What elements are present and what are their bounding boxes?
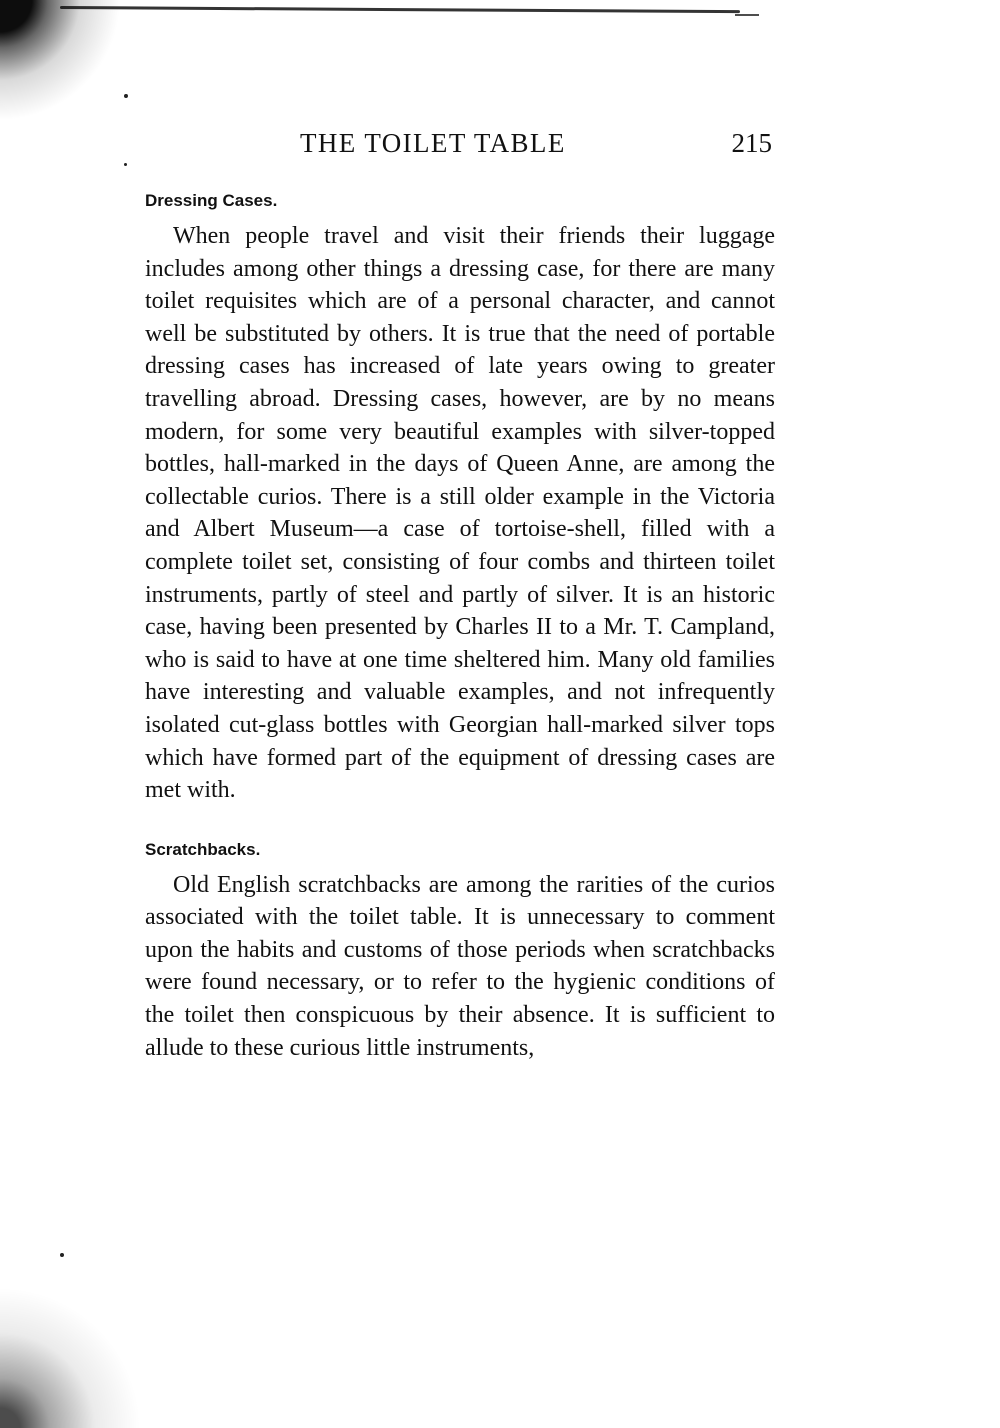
section-paragraph: Old English scratchbacks are among the rarities of the curios associated with the toilet table. It is unnecessary to comment upon the habits and customs of those periods when scratchbacks were found necessary, or to refer to the hygienic conditions of the toilet then conspicuous by their absence. It is sufficient to allude to these curious little instruments, (145, 871, 775, 1061)
section-dressing-cases (145, 188, 775, 807)
scan-speck (60, 1253, 64, 1257)
section-heading: Scratchbacks. (145, 839, 261, 859)
scan-shadow-top-left (0, 0, 150, 160)
page-content (145, 188, 775, 1064)
scan-edge-line (60, 6, 740, 13)
scan-edge-dash (735, 14, 759, 16)
section-scratchbacks (145, 837, 775, 1065)
section-heading: Dressing Cases. (145, 191, 278, 210)
scan-speck (124, 94, 128, 98)
page-header (145, 123, 775, 163)
page-number: 215 (731, 128, 772, 158)
scan-speck (124, 163, 127, 166)
scan-shadow-bottom-left (0, 1258, 140, 1428)
running-title: THE TOILET TABLE (300, 128, 566, 158)
section-paragraph: When people travel and visit their friends their luggage includes among other things a dressing case, for there are many toilet requisites which are of a personal character, and cannot well be substituted by others. It is true that the need of portable dressing cases has increased of late years owing to greater travelling abroad. Dressing cases, however, are by no means modern, for some very beautiful examples with silver-topped bottles, hall-marked in the days of Queen Anne, are among the collectable curios. There is a still older example in the Victoria and Albert Museum—a case of tortoise-shell, filled with a complete toilet set, consisting of four combs and thirteen toilet instruments, partly of steel and partly of silver. It is an historic case, having been presented by Charles II to a Mr. T. Campland, who is said to have at one time sheltered him. Many old families have interesting and valuable examples, and not infrequently isolated cut-glass bottles with Georgian hall-marked silver tops which have formed part of the equipment of dressing cases are met with. (145, 223, 775, 804)
